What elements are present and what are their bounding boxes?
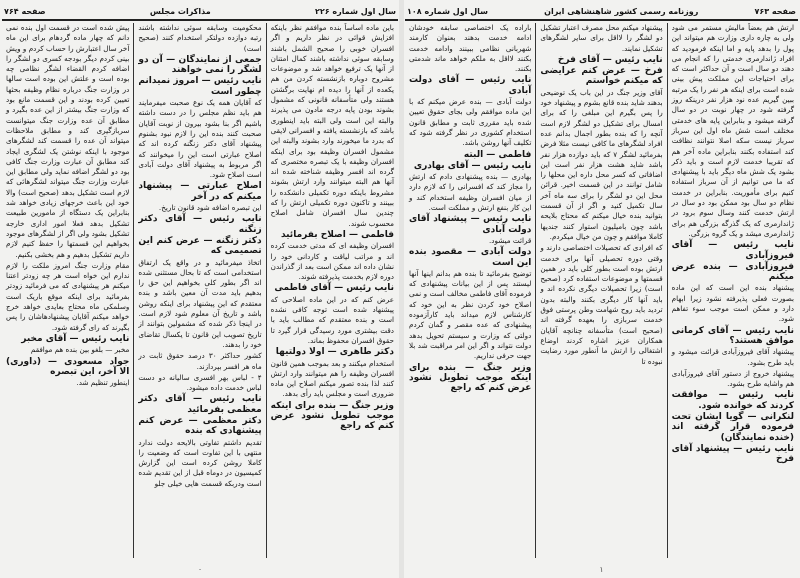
text-column: [266, 23, 398, 558]
speaker-heading: نایب رئیس — آقای فیروزآبادی: [671, 240, 794, 261]
paragraph: باراده یک اختصاصی سابقه خودشان ادامه خدمت بدهند بعنوان کارمند شهربانی نظامی ببینند وادامه خدمت بکنند لااقل به ملکم خواهد ماند شدمتی بکنند.: [409, 23, 532, 74]
paragraph: افسران وظیفه ای که مدتی خدمت کرده اند و مراتب لیاقت و کاردانی خود را نشان داده اند ممکن است بعد از گذراندن دوره لازم بخدمت پذیرفته شوند.: [270, 241, 394, 282]
speaker-heading: نایب رئیس — آقای دکتر زنگنه: [138, 214, 262, 235]
paragraph: تقدیم داشتم تفاوتی بالایحه دولت ندارد منتهی با این تفاوت است که وضعیت را کاملا روشن کرده است این گزارش کمیسیون در دوماه قبل از این تقدیم شده است ودربکه قسمت هایی خیلی جلو: [138, 437, 262, 488]
paragraph: ارتش هم بعضاً مالیش مستمر می شود ولی به چاره داری وزارت هم میتواند این پول را بدهد پایه و اما اینکه فرمودید که افراد ژاندارمری خدمتی را که انجام می دهند دو سال است و آن حداکثر است که برای احتیاجات این مملکت پیش بینی شده است برای اینکه هر نفر را یک مرتبه ببین گیریم عده نود هزار نفر درینکه روز گرفته شود در چهار نوبت در دو سال گرفته میشود و بنابراین پایه های خدمتی مختلف است شش ماه اول این سرباز سرباز نیست سکه اصلا نتوانند نظافت کند استفاده بکنند بنابراین ماده آخر هم که تقریبا خدمت لازم است و باید ذکر بشود یک شش ماه دیگر باید با پیشنهادی که ما می توانیم از آن سرباز استفاده کنیم برای مأموریت. بنابراین در خدمت نظام دو سال بود ممکن بود دو سال در ارتش خدمت کنند وسال سوم برود در ژاندارمری که یک گذرگه بزرگی هم برای ژاندارمری میشد و یک گروه بزرگی.: [671, 23, 794, 238]
speaker-heading: دکتر معظمی — عرض کنم پیشنهادی که بنده: [138, 415, 262, 437]
header-rule: [405, 19, 798, 21]
speaker-heading: نایب رئیس — امروز نمیدانم چطور است: [138, 76, 262, 97]
right-page-footer-mark: ۱: [599, 565, 604, 574]
paragraph: اتخاذ میفرمائید و در واقع یک ارتفاق استخدامی است که تا بحال مستثنی شده اند اگر بطور کلی بخواهیم این حق را بدهیم باید مدت آن معین باشد و بنده معتقدم که این پیشنهاد برای اینکه روشن باشد و تاریخ آن معلوم شود لازم است. در اینجا ذکر شده که مشمولین بتوانند از تاریخ تصویب این قانون تا یکسال تقاضای خود را بدهند.: [138, 257, 262, 349]
left-page-title: مذاکرات مجلس: [149, 6, 211, 16]
right-page-number: صفحه ۷۶۳: [754, 6, 796, 16]
paragraph: بهادری — بنده پیشنهادی دادم که ارتش را مجاز کند که افسرانی را که لازم دارد از میان افسران وظیفه استخدام کند و این کار بنفع ارتش و مملکت است.: [409, 172, 532, 213]
right-page-title: روزنامه رسمی کشور شاهنشاهی ایران: [544, 6, 699, 16]
speaker-heading: جمعی از نمایندگان — آن دو لشگر را نمی خواهند: [138, 54, 262, 76]
speaker-heading: جواد مسعودی — (داوری) الا آخر، این تبصره: [6, 356, 130, 377]
paragraph: دولت آبادی — بنده عرض میکنم که با این ماده موافقم ولی بجای حقوق تعیین شده باید مقرری ثابت و مطابق قانون استخدام کشوری در نظر گرفته شود که تکلیف آنها روشن باشد.: [409, 97, 532, 148]
speaker-heading: نایب رئیس — آقای کرمانی موافق هستند؟: [671, 325, 794, 346]
paragraph: کشور حداکثر ۳۰ درصد حقوق ثابت در ماه هر افسر بپردازند.: [138, 351, 262, 371]
paragraph: مخبر — بلغو بین بنده هم موافقم: [30, 345, 130, 355]
paragraph: که افرادی که تحصیلات اختصاصی دارند و وقتی دوره تحصیلی آنها برای خدمت ارتش بوده است بطور کلی باید در همین قسمتها و موضوعات استفاده کرد (صحیح است) زیرا تحصیلات دیگری نکرده اند و باید آنها کار دیگری بکنند والبته بدون تردید باید روح شهامت وطن پرستی فوق خدمت سربازی را بعهده گرفته اند (صحیح است) متأسفانه چنانچه آقایان همکاران عزیز اشاره کردند اوضاع اشتغالی را ارتش ما آنطور مورد رضایت نبوده تا: [540, 243, 663, 366]
speaker-heading: لنکرانی — گویا ایشان تحت فرموده قرار گرفته اند (خنده نمایندگان): [671, 411, 794, 443]
paragraph: مقام وزارت جنگ امروز ملکت را لازم ندارم این خواه است هر چه زودتر اعتنا میکنم هر پیشنهادی که می فرمائید زودتر بفرمائید برای اینکه موقع باریک است وسلمکی ماه محتاج بعایدی خواهد خرج خواهد میکنم آقایان پیشنهادهاشان را پس بگیرند که رای گرفته شود.: [6, 260, 130, 332]
text-column: [2, 23, 133, 558]
left-page-issue: سال اول شماره ۲۲۶: [314, 6, 396, 16]
paragraph: پیشنهاد میکنم محل مصرف اعتبار تشکیل دو لشگر را لااقل برای سایر لشگرهای تشکیل نمایند.: [540, 23, 663, 53]
speaker-heading: اصلاح عبارتی — پیشنهاد میکنم که در آخر: [138, 181, 262, 202]
left-page-number: صفحه ۷۶۴: [4, 6, 46, 16]
text-column: [133, 23, 265, 558]
text-column: [667, 23, 798, 558]
text-column: [535, 23, 666, 558]
speaker-heading: نایب رئیس — پیشنهاد آقای دولت آبادی: [409, 214, 532, 235]
paragraph: باین ماده اساساً بنده موافقم نظر باینکه افزایش قوائی در نظر داریم و اگر افسران خوبی را صحیح الشمل باشند وسابقه سوئی نداشته باشند کمال امتنان از آنها یک ترفیع خواهد شد و موضوعات مشروح دوباره بازنشسته کردن من هم یکعده از آنها را دیده ام نهایت برگشتن هستند ولی متأسفانه قانونی که مشمول بشوند بودن پایه درجه مادون می پذیرند والبته این است ولی البته باید اینطوری باشد که بازنشسته یافته و افسرانی لایقی که بدرد ما میخورند وارد بشوند والبته این مشمول افسران وظیفه بود برای اینکه افسران وظیفه با یک تبصره مختصری که گرده اند افسر وظیفه شناخته شده اند آنها هم البته میتوانند وارد ارتش بشوند مشروط باینکه دوره تکمیلی دانشکده را ببینند و تاکنون دوره تکمیلی ارتش را که چندین سال افسران شامل اصلاح محسوب شوند.: [270, 23, 394, 228]
speaker-heading: نایب رئیس — آقای بهادری: [413, 160, 532, 171]
speaker-heading: فاطمی — اصلاح بفرمائید: [280, 229, 394, 240]
speaker-heading: وزیر جنگ — بنده برای اینکه موجب تطویل نشود عرض کنم که راجع: [409, 362, 532, 394]
speaker-heading: نایب رئیس — آقای دکتر معظمی بفرمائید: [138, 394, 262, 415]
left-page-columns: [2, 23, 398, 558]
paragraph: پیشنهاد خروج از دستور آقای فیروزآبادی هم واشایه طرح بشود.: [671, 368, 794, 389]
right-page: [403, 0, 800, 578]
right-page-issue: سال اول شماره ۱۰۸: [407, 6, 489, 16]
speaker-heading: فاطمی — البته: [463, 149, 532, 160]
speaker-heading: فیروزآبادی — بنده عرض میکنم: [671, 261, 794, 283]
paragraph: توضیح بفرمائید تا بنده هم بدانم اینها آنها لیستند پس از این بیانات پیشنهادی که فرموده آقای فاطمی مخالف است و نمی اصلاح خود کردن نظر به این خود که کارشناس لازم میداند باید کارآزموده پیشنهادی که عده مقصر و گمان کردم دولتی که وزارت و سیستم تحویل بدهد دولت نتواند و اگر این امر مراقبت شد بلا جهت حرفی نداریم.: [409, 268, 532, 361]
speaker-heading: فرخ — عرض کنم عرایضی که میکنم خواستم: [540, 66, 663, 87]
right-page-header: [407, 4, 796, 18]
left-page-header: [4, 4, 396, 18]
left-page-footer-mark: ۰: [197, 565, 203, 574]
paragraph: پیش شده است در قسمت اول بنده نمی دانم که چهار ماده گردهام برای این ماه آخر سال اعتبارش را حساب کردم و ویش بینی کردم دیگر بودجه کسری دو لشگر را اضافه کردم القضاء لشگر نظامی چه بوده است و علتش این بوده است سالها در وزارت جنگ درباره نظام وظیفه بحثها تعیین کرده بودند و این قسمت مانع بود که وزارت جنگ بیشتر از این عده بگیرد و مطابق آن عده وزارت جنگ میتوانست سربازگیری کند و مطابق ملاحظات میتواند آن عده را قسمت کند لشگرهای موجود با اینکه نوشتن یک لشگری ایجاد کند مطابق آن عبارت وزارت جنگ کافی بود دو لشگر اضافه نماید ولی مطابق این عبارت وزارت جنگ میتواند لشگرهائی که لازم است تشکیل بدهد (صحیح است) والا خود این باعث خرجهای زیادی خواهد شد بنابراین یک دستگاه از مامورین طبیعت تشکیل بدهد فعلا امور اداری خارجه تشکیل بشود ولی اگر از لشگرهای موجود بخواهیم این قسمتها را حفظ کنیم لازم داریم تشکیل بدهیم و هم بخشی بکنیم.: [6, 23, 130, 259]
speaker-heading: دکتر طاهری — اولا دولتیها: [275, 347, 394, 358]
paragraph: عرض کنم که در این ماده اصلاحی که پیشنهاد شده است توجه کافی نشده است و بنده معتقدم که مطالب باید با دقت بیشتری مورد رسیدگی قرار گیرد تا حقوق افسران محفوظ بماند.: [270, 294, 394, 345]
speaker-heading: دولت آبادی — مقصود بنده این است: [409, 247, 532, 268]
paragraph: پیشنهاد آقای فیروزآبادی قرائت میشود و باید طرح بشود.: [671, 347, 794, 367]
speaker-heading: نایب رئیس — آقای مخبر: [21, 333, 130, 344]
paragraph: محکومیت وسابقه سوئی نداشته باشند رتبه دوازده دولتکر استخدام کنند (صحیح است): [138, 23, 262, 53]
speaker-heading: نایب رئیس — آقای دولت آبادی: [409, 75, 532, 96]
speaker-heading: نایب رئیس — آقای فاطمی: [274, 283, 394, 294]
paragraph: که آقایان همه یک نوع صحبت میفرمایند هم باید نظم مجلس را در دست داشته باشیم اگر بنا بشود بیرون از نوبت آقایان صحبت کنند بنده این را لازم نبود بشنوم پیشنهاد آقای دکتر زنگنه کرده اند که اصلاح عبارتی است این را میخوانند که اگر مربوط به پیشنهاد آقای دولت آبادی است اصلاح شود.: [138, 98, 262, 180]
paragraph: این تبصره اضافه شود قانون تاریخ.: [158, 203, 262, 213]
paragraph: آقای وزیر جنگ در این باب یک توضیحی بدهند شاید بنده قانع بشوم و پیشنهاد خود را پس بگیرم این مبلغی را که برای امسال برای تشکیل دو لشگر لازم است آنچه را که بنده بطور اجمال بدانم عده افراد لشگرهای ما کافی نیست مثلا فرض بفرمائید لشگر ۷ که باید دوازده هزار نفر باشد شاید هشت هزار نفر است این اضافاتی که کسر محل داره این محلها را شامل توانند در این قسمت اخیر. قرائن محل این دو لشگر را برای سه ماه آخر سال تکمیل کنید و اگر از آن قسمت بتوانید بنده خیال میکنم که محتاج بلایحه باشد چون بامیلیون استوار کنند جندیها کاملا موافقم و چون من خیال میکردم.: [540, 87, 663, 241]
paragraph: ۴ - لباس بهر افسری سالیانه دو دست لباس خدمت داده میشود.: [138, 372, 262, 393]
text-column: [405, 23, 535, 558]
paragraph: استخدام میکنند و بعد بموجب همین قانون افسران وظیفه را هم میتوانند وارد ارتش کنند لذا بنده تصور میکنم اصلاح این ماده ضروری است و مجلس باید رأی بدهد.: [270, 358, 394, 399]
speaker-heading: نایب رئیس — آقای فرخ: [557, 54, 663, 65]
paragraph: اینطور تنظیم شد.: [76, 378, 130, 388]
header-rule: [2, 19, 398, 21]
paragraph: قرائت میشود.: [488, 235, 532, 245]
speaker-heading: نایب رئیس — پیشنهاد آقای فرخ: [671, 443, 794, 465]
speaker-heading: دکتر زنگنه — عرض کنم این تصمیمی که: [138, 235, 262, 257]
speaker-heading: نایب رئیس — موافقت کردند که خوانده شود.: [671, 390, 794, 411]
right-page-columns: [405, 23, 798, 558]
speaker-heading: وزیر جنگ — بنده برای اینکه موجب تطویل نشود عرض کنم که راجع: [270, 400, 394, 432]
paragraph: پیشنهاد بنده این است که این ماده بصورت فعلی پذیرفته نشود زیرا ابهام دارد و ممکن است موجب سوء تفاهم شود.: [671, 283, 794, 324]
